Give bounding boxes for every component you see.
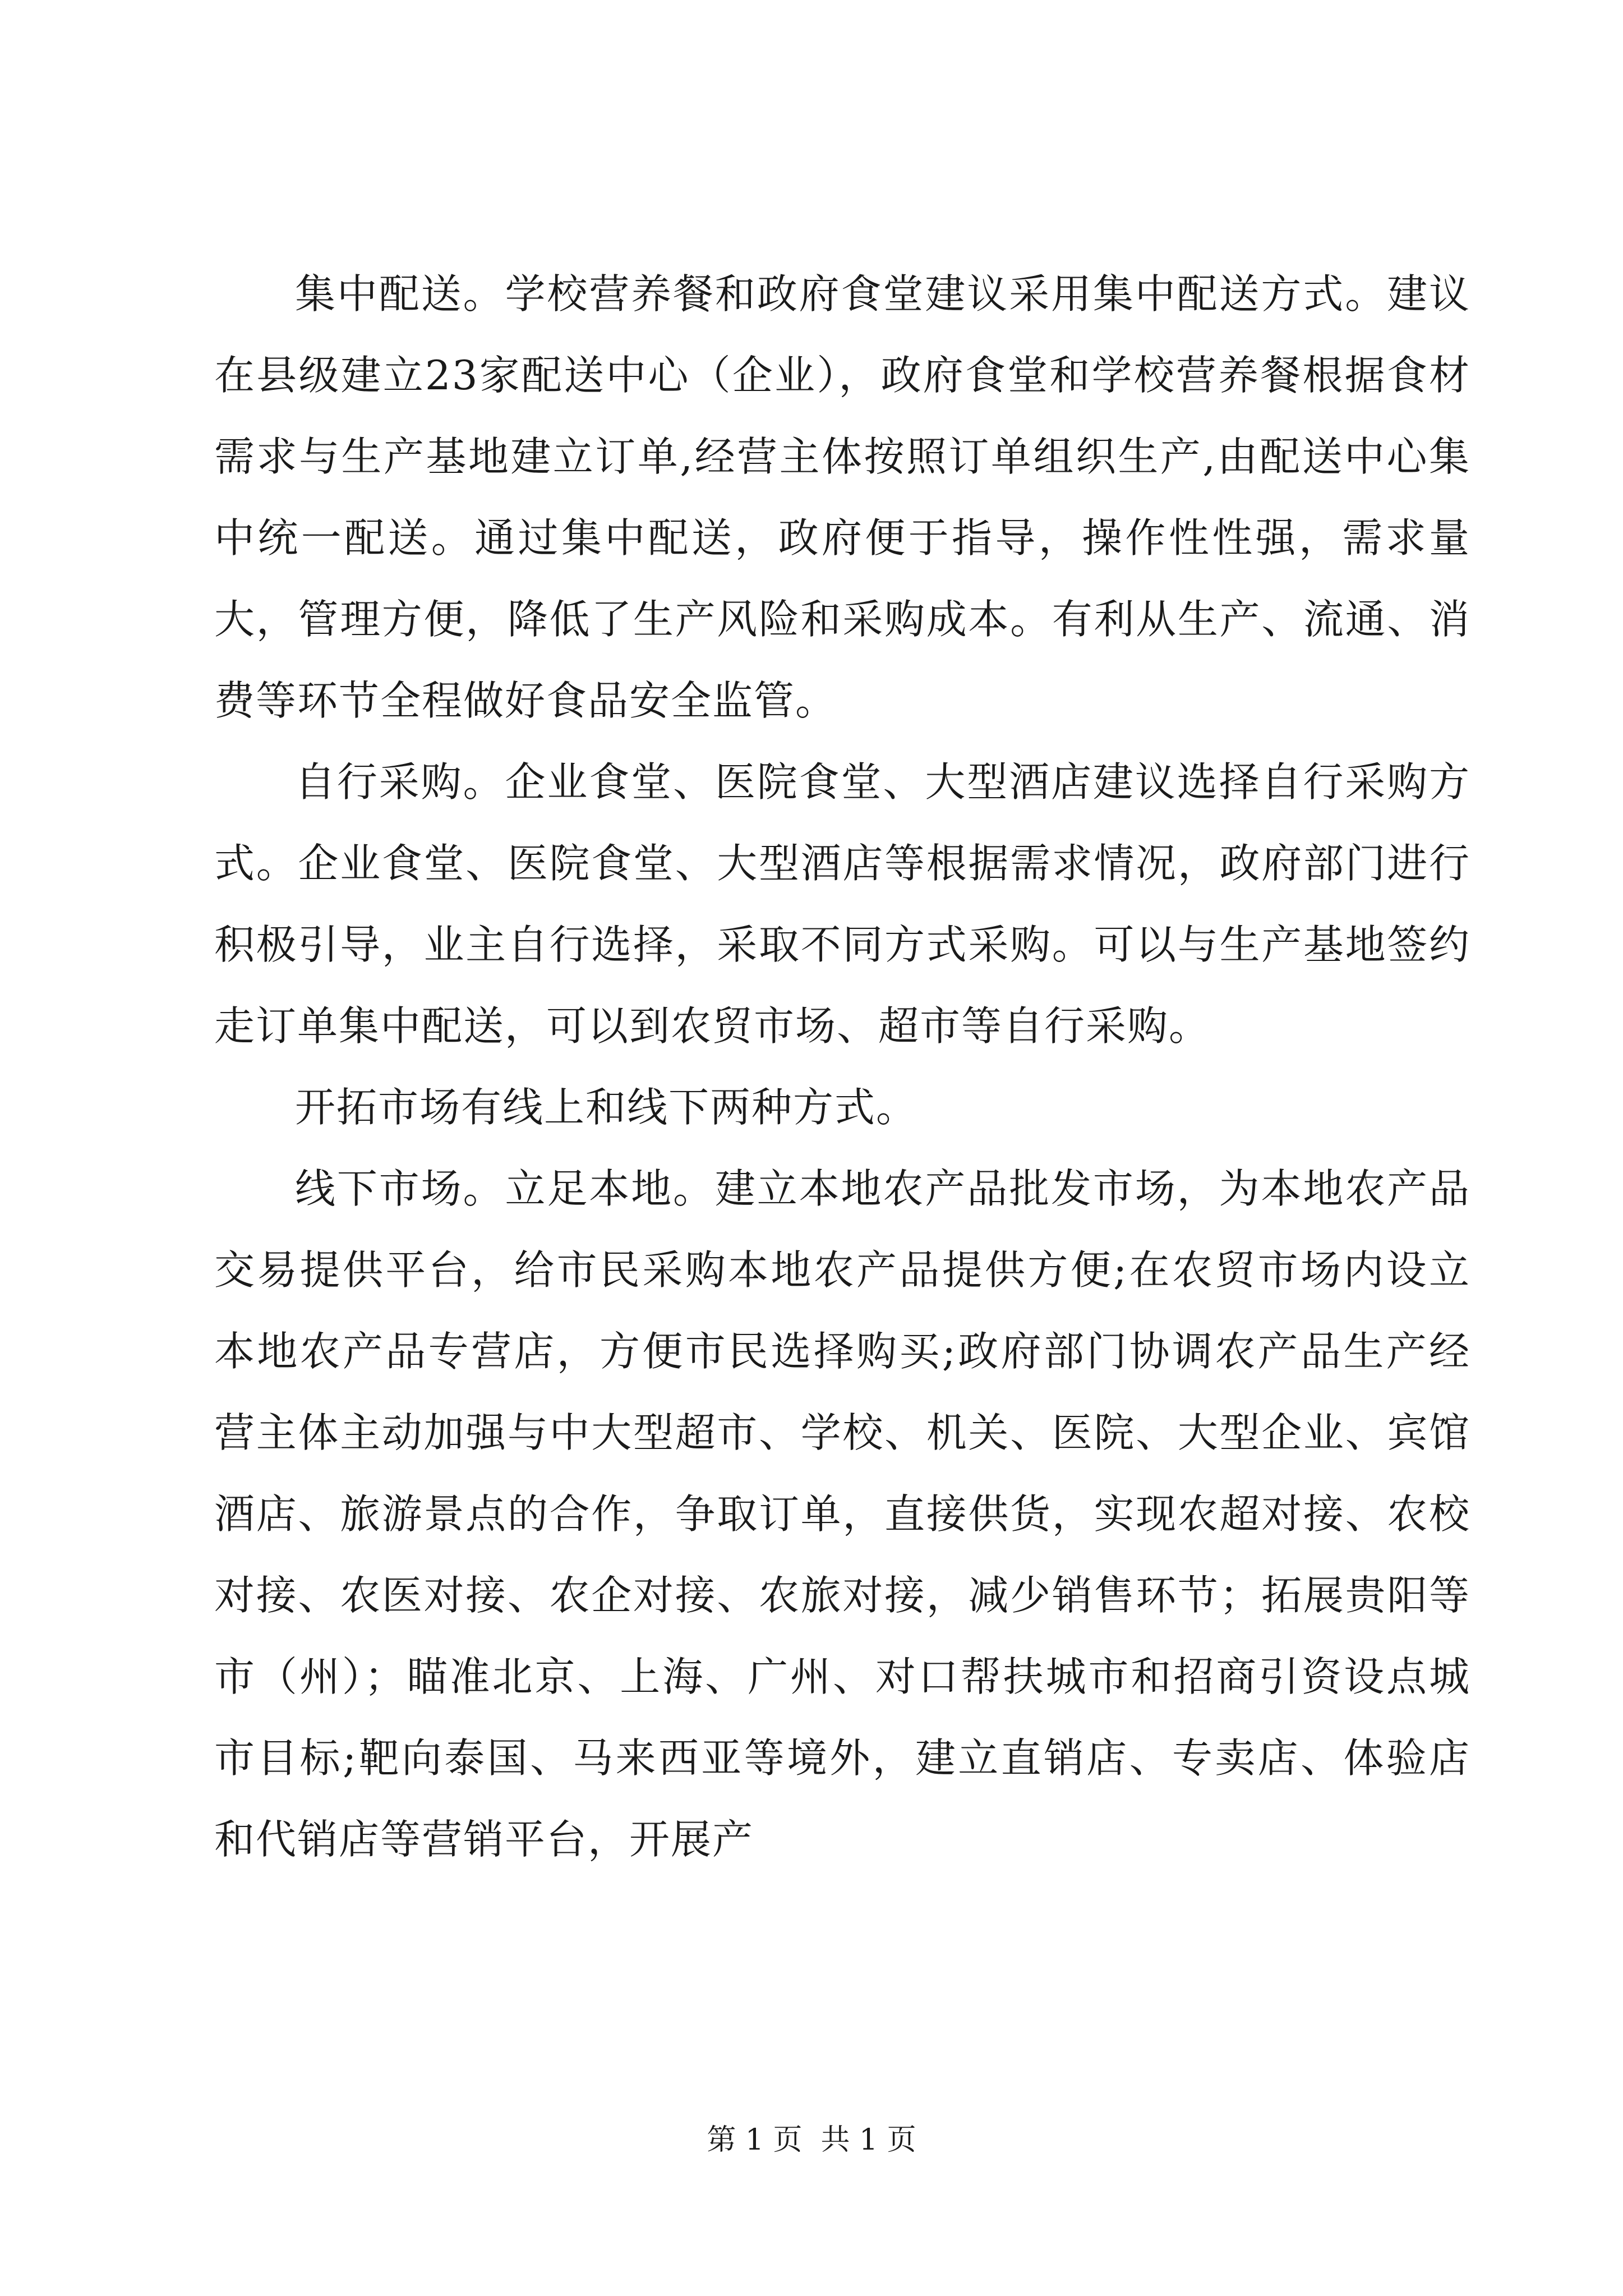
paragraph-self-procurement: 自行采购。企业食堂、医院食堂、大型酒店建议选择自行采购方式。企业食堂、医院食堂、大型酒店等根据需求情况，政府部门进行积极引导，业主自行选择，采取不同方式采购。可以与生产基地签约走订单集中配送，可以到农贸市场、超市等自行采购。	[214, 758, 1470, 1050]
page-footer	[0, 2120, 1623, 2160]
paragraph-offline-market: 线下市场。立足本地。建立本地农产品批发市场，为本地农产品交易提供平台，给市民采购本地农产品提供方便;在农贸市场内设立本地农产品专营店，方便市民选择购买;政府部门协调农产品生产经营主体主动加强与中大型超市、学校、机关、医院、大型企业、宾馆酒店、旅游景点的合作，争取订单，直接供货，实现农超对接、农校对接、农医对接、农企对接、农旅对接，减少销售环节；拓展贵阳等市（州）；瞄准北京、上海、广州、对口帮扶城市和招商引资设点城市目标;靶向泰国、马来西亚等境外，建立直销店、专卖店、体验店和代销店等营销平台，开展产	[214, 1165, 1470, 1863]
paragraph-centralized-delivery: 集中配送。学校营养餐和政府食堂建议采用集中配送方式。建议在县级建立23家配送中心（企业），政府食堂和学校营养餐根据食材需求与生产基地建立订单,经营主体按照订单组织生产,由配送中心集中统一配送。通过集中配送，政府便于指导，操作性性强，需求量大，管理方便，降低了生产风险和采购成本。有利从生产、流通、消费等环节全程做好食品安全监管。	[214, 270, 1470, 724]
page-number-label: 第 1 页 共 1 页	[707, 2123, 916, 2157]
paragraph-market-channels: 开拓市场有线上和线下两种方式。	[295, 1084, 918, 1131]
document-body	[214, 254, 1470, 1880]
